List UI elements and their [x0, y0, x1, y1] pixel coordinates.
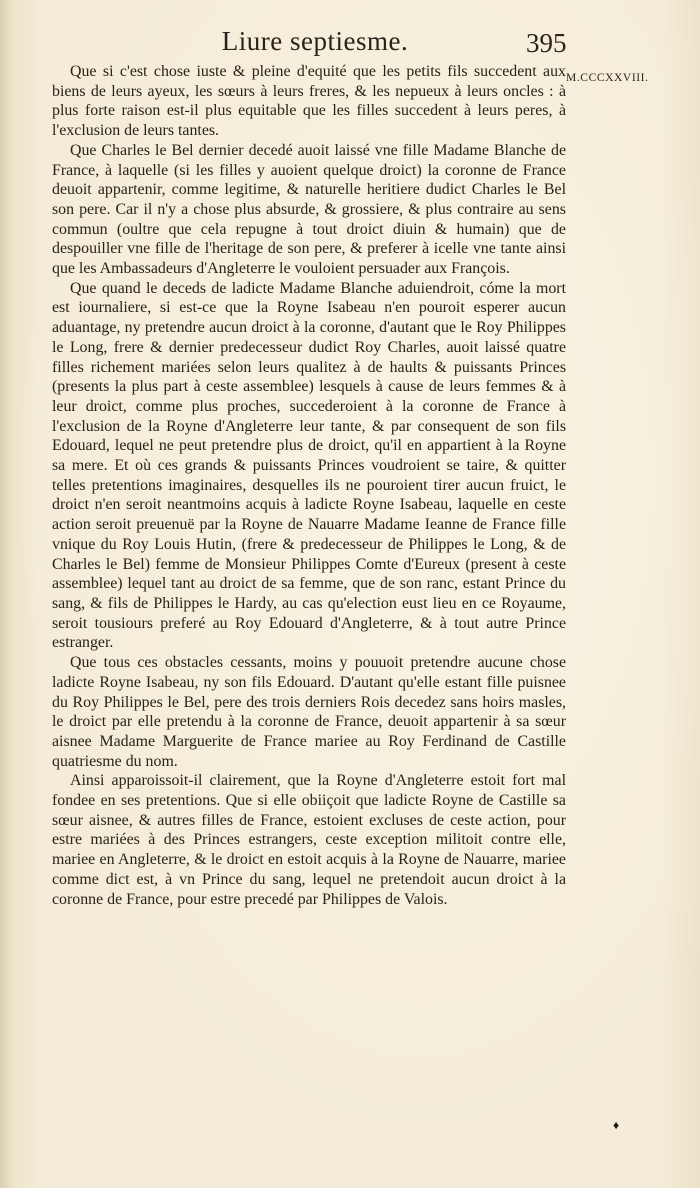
paragraph-5: Ainsi apparoissoit-il clairement, que la Royne d'Angleterre estoit fort mal fondee en ses pretentions. Que si elle obiiçoit que ladicte Royne de Castille sa sœur aisnee, & autres filles de France, estoient excluses de ceste action, pour estre mariées à des Princes estrangers, ceste exception militoit contre elle, mariee en Angleterre, & le droict en estoit acquis à la Royne de Nauarre, mariee comme dict est, à vn Prince du sang, lequel ne pretendoit aucun droict à la coronne de France, pour estre precedé par Philippes de Valois. — [52, 772, 566, 908]
ornament-mark: ♦ — [613, 1118, 620, 1132]
margin-year-note: M.CCCXXVIII. — [566, 72, 649, 84]
paragraph-4: Que tous ces obstacles cessants, moins y pouuoit pretendre aucune chose ladicte Royne Isabeau, ny son fils Edouard. D'autant qu'elle estant fille puisnee du Roy Philippes le Bel, pere des trois derniers Rois decedez sans hoirs masles, le droict par elle pretendu à la coronne de France, deuoit appartenir à sa sœur aisnee Madame Marguerite de France mariee au Roy Ferdinand de Castille quatriesme du nom. — [52, 654, 566, 770]
running-title: Liure septiesme. — [221, 26, 409, 56]
paragraph-1: Que si c'est chose iuste & pleine d'equité que les petits fils succedent aux biens de leurs ayeux, les sœurs à leurs freres, & les nepueux à leurs oncles : à plus forte raison est-il plus equitable que les filles succedent à leurs peres, à l'exclusion de leurs tantes. — [52, 63, 566, 140]
body-text — [52, 62, 566, 909]
page-number: 395 — [526, 28, 567, 58]
paragraph-2: Que Charles le Bel dernier decedé auoit laissé vne fille Madame Blanche de France, à laquelle (si les filles y auoient quelque droict) la coronne de France deuoit appartenir, comme legitime, & naturelle heritiere dudict Charles le Bel son pere. Car il n'y a chose plus absurde, & grossiere, & plus contraire au sens commun (oultre que cela repugne à tout droict diuin & humain) que de despouiller vne fille de l'heritage de son pere, & preferer à icelle vne tante ainsi que les Ambassadeurs d'Angleterre le vouloient persuader aux François. — [52, 141, 566, 278]
paragraph-3: Que quand le deceds de ladicte Madame Blanche aduiendroit, cóme la mort est iournaliere, si est-ce que la Royne Isabeau n'en pouroit esperer aucun aduantage, ny pretendre aucun droict à la coronne, d'autant que le Roy Philippes le Long, frere & dernier predecesseur dudict Roy Charles, auoit laissé quatre filles richement mariées selon leurs qualitez à de haults & puissants Princes (presents la plus part à ceste assemblee) lesquels à cause de leurs femmes & à leur droict, comme plus proches, succederoient à la coronne de France à l'exclusion de la Royne d'Angleterre leur tante, & par consequent de son fils Edouard, lequel ne peut pretendre plus de droict, qu'il en appartient à la Royne sa mere. Et où ces grands & puissants Princes voudroient se taire, & quitter telles pretentions imaginaires, desquelles ils ne pouroient tirer aucun fruict, le droict n'en seroit neantmoins acquis à ladicte Royne Isabeau, laquelle en ceste action seroit preuenuë par la Royne de Nauarre Madame Ieanne de France fille vnique du Roy Louis Hutin, (frere & predecesseur de Philippes le Long, & de Charles le Bel) femme de Monsieur Philippes Comte d'Eureux (present à ceste assemblee) lequel tant au droict de sa femme, que de son ranc, estant Prince du sang, & fils de Philippes le Hardy, au cas qu'election eust lieu en ce Royaume, seroit tousiours preferé au Roy Edouard d'Angleterre, & à tout autre Prince estranger. — [52, 279, 566, 652]
